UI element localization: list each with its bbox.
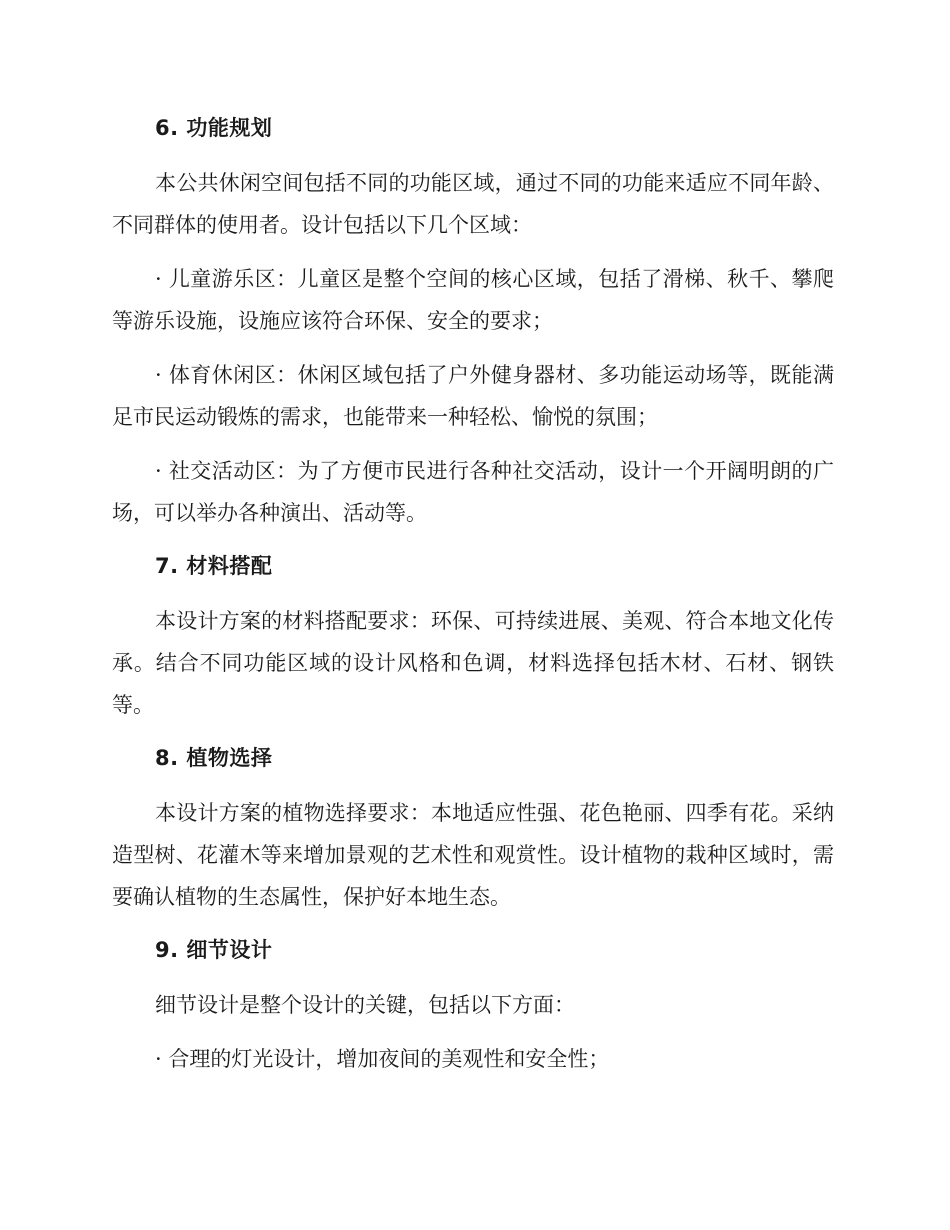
section-heading-8: 8. 植物选择: [155, 746, 273, 770]
document-body: [112, 108, 834, 1080]
bullet-children-play-area: · 儿童游乐区：儿童区是整个空间的核心区域，包括了滑梯、秋千、攀爬等游乐设施，设施应该符合环保、安全的要求；: [112, 267, 834, 333]
paragraph-materials: 本设计方案的材料搭配要求：环保、可持续进展、美观、符合本地文化传承。结合不同功能区域的设计风格和色调，材料选择包括木材、石材、钢铁等。: [112, 609, 834, 717]
bullet-sports-leisure-area: · 体育休闲区：休闲区域包括了户外健身器材、多功能运动场等，既能满足市民运动锻炼的需求，也能带来一种轻松、愉悦的氛围；: [112, 363, 834, 429]
section-heading-9: 9. 细节设计: [155, 938, 273, 962]
bullet-lighting-design: · 合理的灯光设计，增加夜间的美观性和安全性；: [155, 1047, 610, 1071]
paragraph-plants: 本设计方案的植物选择要求：本地适应性强、花色艳丽、四季有花。采纳造型树、花灌木等来增加景观的艺术性和观赏性。设计植物的栽种区域时，需要确认植物的生态属性，保护好本地生态。: [112, 801, 834, 909]
paragraph-functional-intro: 本公共休闲空间包括不同的功能区域，通过不同的功能来适应不同年龄、不同群体的使用者。设计包括以下几个区域：: [112, 171, 834, 237]
section-heading-7: 7. 材料搭配: [155, 554, 273, 578]
bullet-social-activity-area: · 社交活动区：为了方便市民进行各种社交活动，设计一个开阔明朗的广场，可以举办各种演出、活动等。: [112, 459, 834, 525]
section-heading-6: 6. 功能规划: [155, 116, 273, 140]
paragraph-details-intro: 细节设计是整个设计的关键，包括以下方面：: [155, 993, 575, 1017]
